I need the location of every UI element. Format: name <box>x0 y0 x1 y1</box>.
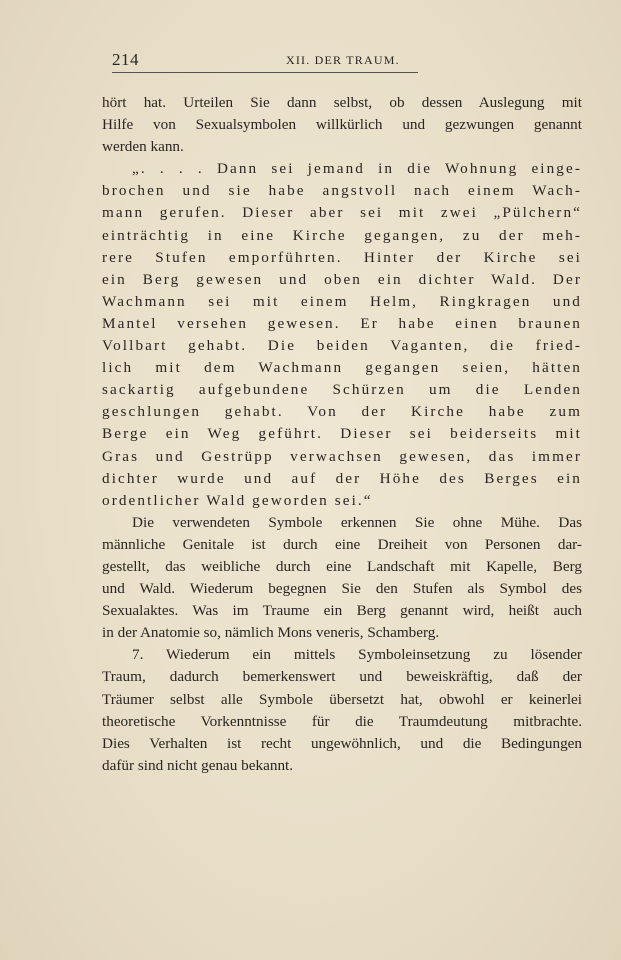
text-line: ordentlicher Wald geworden sei.“ <box>102 491 373 509</box>
text-line: hört hat. Urteilen Sie dann selbst, ob dessen Auslegung mit <box>102 94 582 111</box>
text-line: werden kann. <box>102 138 184 156</box>
text-line: Mantel versehen gewesen. Er habe einen braunen <box>102 314 582 332</box>
text-line: Wachmann sei mit einem Helm, Ringkragen und <box>102 292 582 310</box>
text-line: männliche Genitale ist durch eine Dreiheit von Personen dar- <box>102 535 582 553</box>
text-line: mann gerufen. Dieser aber sei mit zwei „Pülchern“ <box>102 204 582 222</box>
text-line: einträchtig in eine Kirche gegangen, zu der meh- <box>102 226 582 244</box>
page-number: 214 <box>112 50 139 69</box>
text-line: sackartig aufgebundene Schürzen um die Lenden <box>102 381 582 399</box>
text-line: lich mit dem Wachmann gegangen seien, hätten <box>102 359 582 377</box>
text-line: Sexualaktes. Was im Traume ein Berg genannt wird, heißt auch <box>102 602 582 620</box>
text-line: Gras und Gestrüpp verwachsen gewesen, das immer <box>102 447 582 465</box>
text-line: theoretische Vorkenntnisse für die Traumdeutung mitbrachte. <box>102 712 582 730</box>
text-line: Berge ein Weg geführt. Dieser sei beiderseits mit <box>102 425 582 443</box>
text-line: ein Berg gewesen und oben ein dichter Wald. Der <box>102 270 582 288</box>
text-line: und Wald. Wiederum begegnen Sie den Stufen als Symbol des <box>102 580 582 598</box>
text-line: „. . . . Dann sei jemand in die Wohnung einge- <box>132 160 582 178</box>
text-line: dafür sind nicht genau bekannt. <box>102 756 294 774</box>
text-line: Traum, dadurch bemerkenswert und beweiskräftig, daß der <box>102 668 582 686</box>
text-line: geschlungen gehabt. Von der Kirche habe zum <box>102 403 582 421</box>
text-line: Die verwendeten Symbole erkennen Sie ohne Mühe. Das <box>132 513 582 531</box>
text-line: brochen und sie habe angstvoll nach einem Wach- <box>102 182 582 200</box>
text-line: Hilfe von Sexualsymbolen willkürlich und gezwungen genannt <box>102 116 582 134</box>
body-text <box>102 92 582 777</box>
text-line: in der Anatomie so, nämlich Mons veneris, Schamberg. <box>102 624 440 642</box>
text-line: Träumer selbst alle Symbole übersetzt hat, obwohl er keinerlei <box>102 690 582 708</box>
text-line: rere Stufen emporführten. Hinter der Kirche sei <box>102 248 582 266</box>
text-line: 7. Wiederum ein mittels Symboleinsetzung zu lösender <box>132 646 582 664</box>
text-line: gestellt, das weibliche durch eine Landschaft mit Kapelle, Berg <box>102 557 582 575</box>
text-line: dichter wurde und auf der Höhe des Berges ein <box>102 469 582 487</box>
text-line: Vollbart gehabt. Die beiden Vaganten, die fried- <box>102 337 582 355</box>
header-rule <box>112 72 418 73</box>
running-head <box>112 50 418 70</box>
text-line: Dies Verhalten ist recht ungewöhnlich, und die Bedingungen <box>102 734 582 752</box>
chapter-title: XII. DER TRAUM. <box>286 53 400 67</box>
